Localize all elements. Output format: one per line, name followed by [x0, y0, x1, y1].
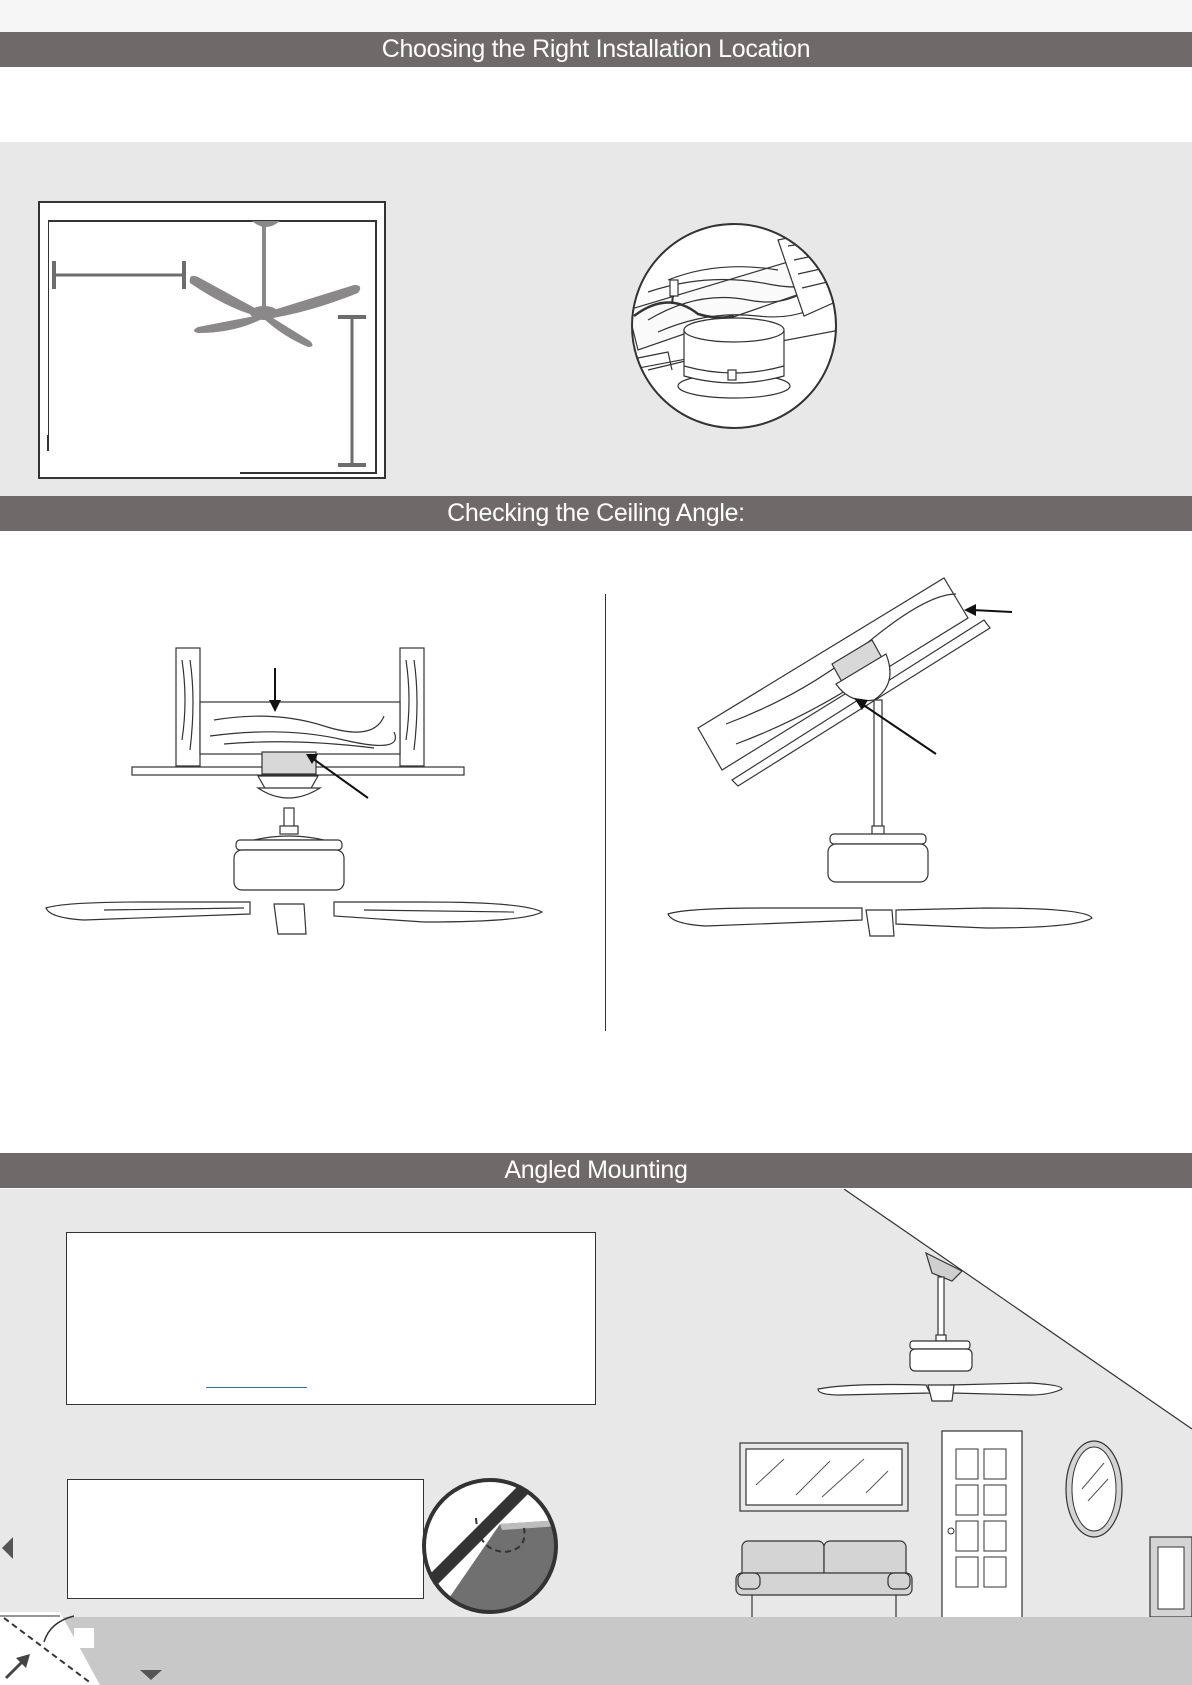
sloped-room-illustration: [700, 1189, 1192, 1619]
section-header-angle: [0, 496, 1192, 531]
section-header-mounting: [0, 1153, 1192, 1188]
mounting-info-box: [66, 1232, 596, 1405]
section-header-location: [0, 32, 1192, 67]
top-strip: [0, 0, 1192, 32]
mounting-info-link[interactable]: [206, 1371, 307, 1388]
section-title-angle: Checking the Ceiling Angle:: [447, 499, 745, 527]
angled-mount-detail-diagram: [420, 1474, 560, 1620]
flat-ceiling-fan-illustration: [44, 640, 544, 940]
junction-box-diagram: [628, 220, 840, 432]
sloped-ceiling-fan-illustration: [666, 574, 1096, 944]
section-title-location: Choosing the Right Installation Location: [381, 35, 811, 63]
divider: [605, 594, 606, 1031]
mounting-note-box: [67, 1479, 424, 1599]
triangle-down-icon[interactable]: [140, 1670, 162, 1680]
floor-bar: [0, 1617, 1192, 1685]
triangle-left-icon[interactable]: [2, 1537, 13, 1559]
section-title-mounting: Angled Mounting: [504, 1156, 688, 1184]
room-clearance-diagram: [38, 201, 388, 481]
page-curl-icon[interactable]: [0, 1612, 100, 1685]
